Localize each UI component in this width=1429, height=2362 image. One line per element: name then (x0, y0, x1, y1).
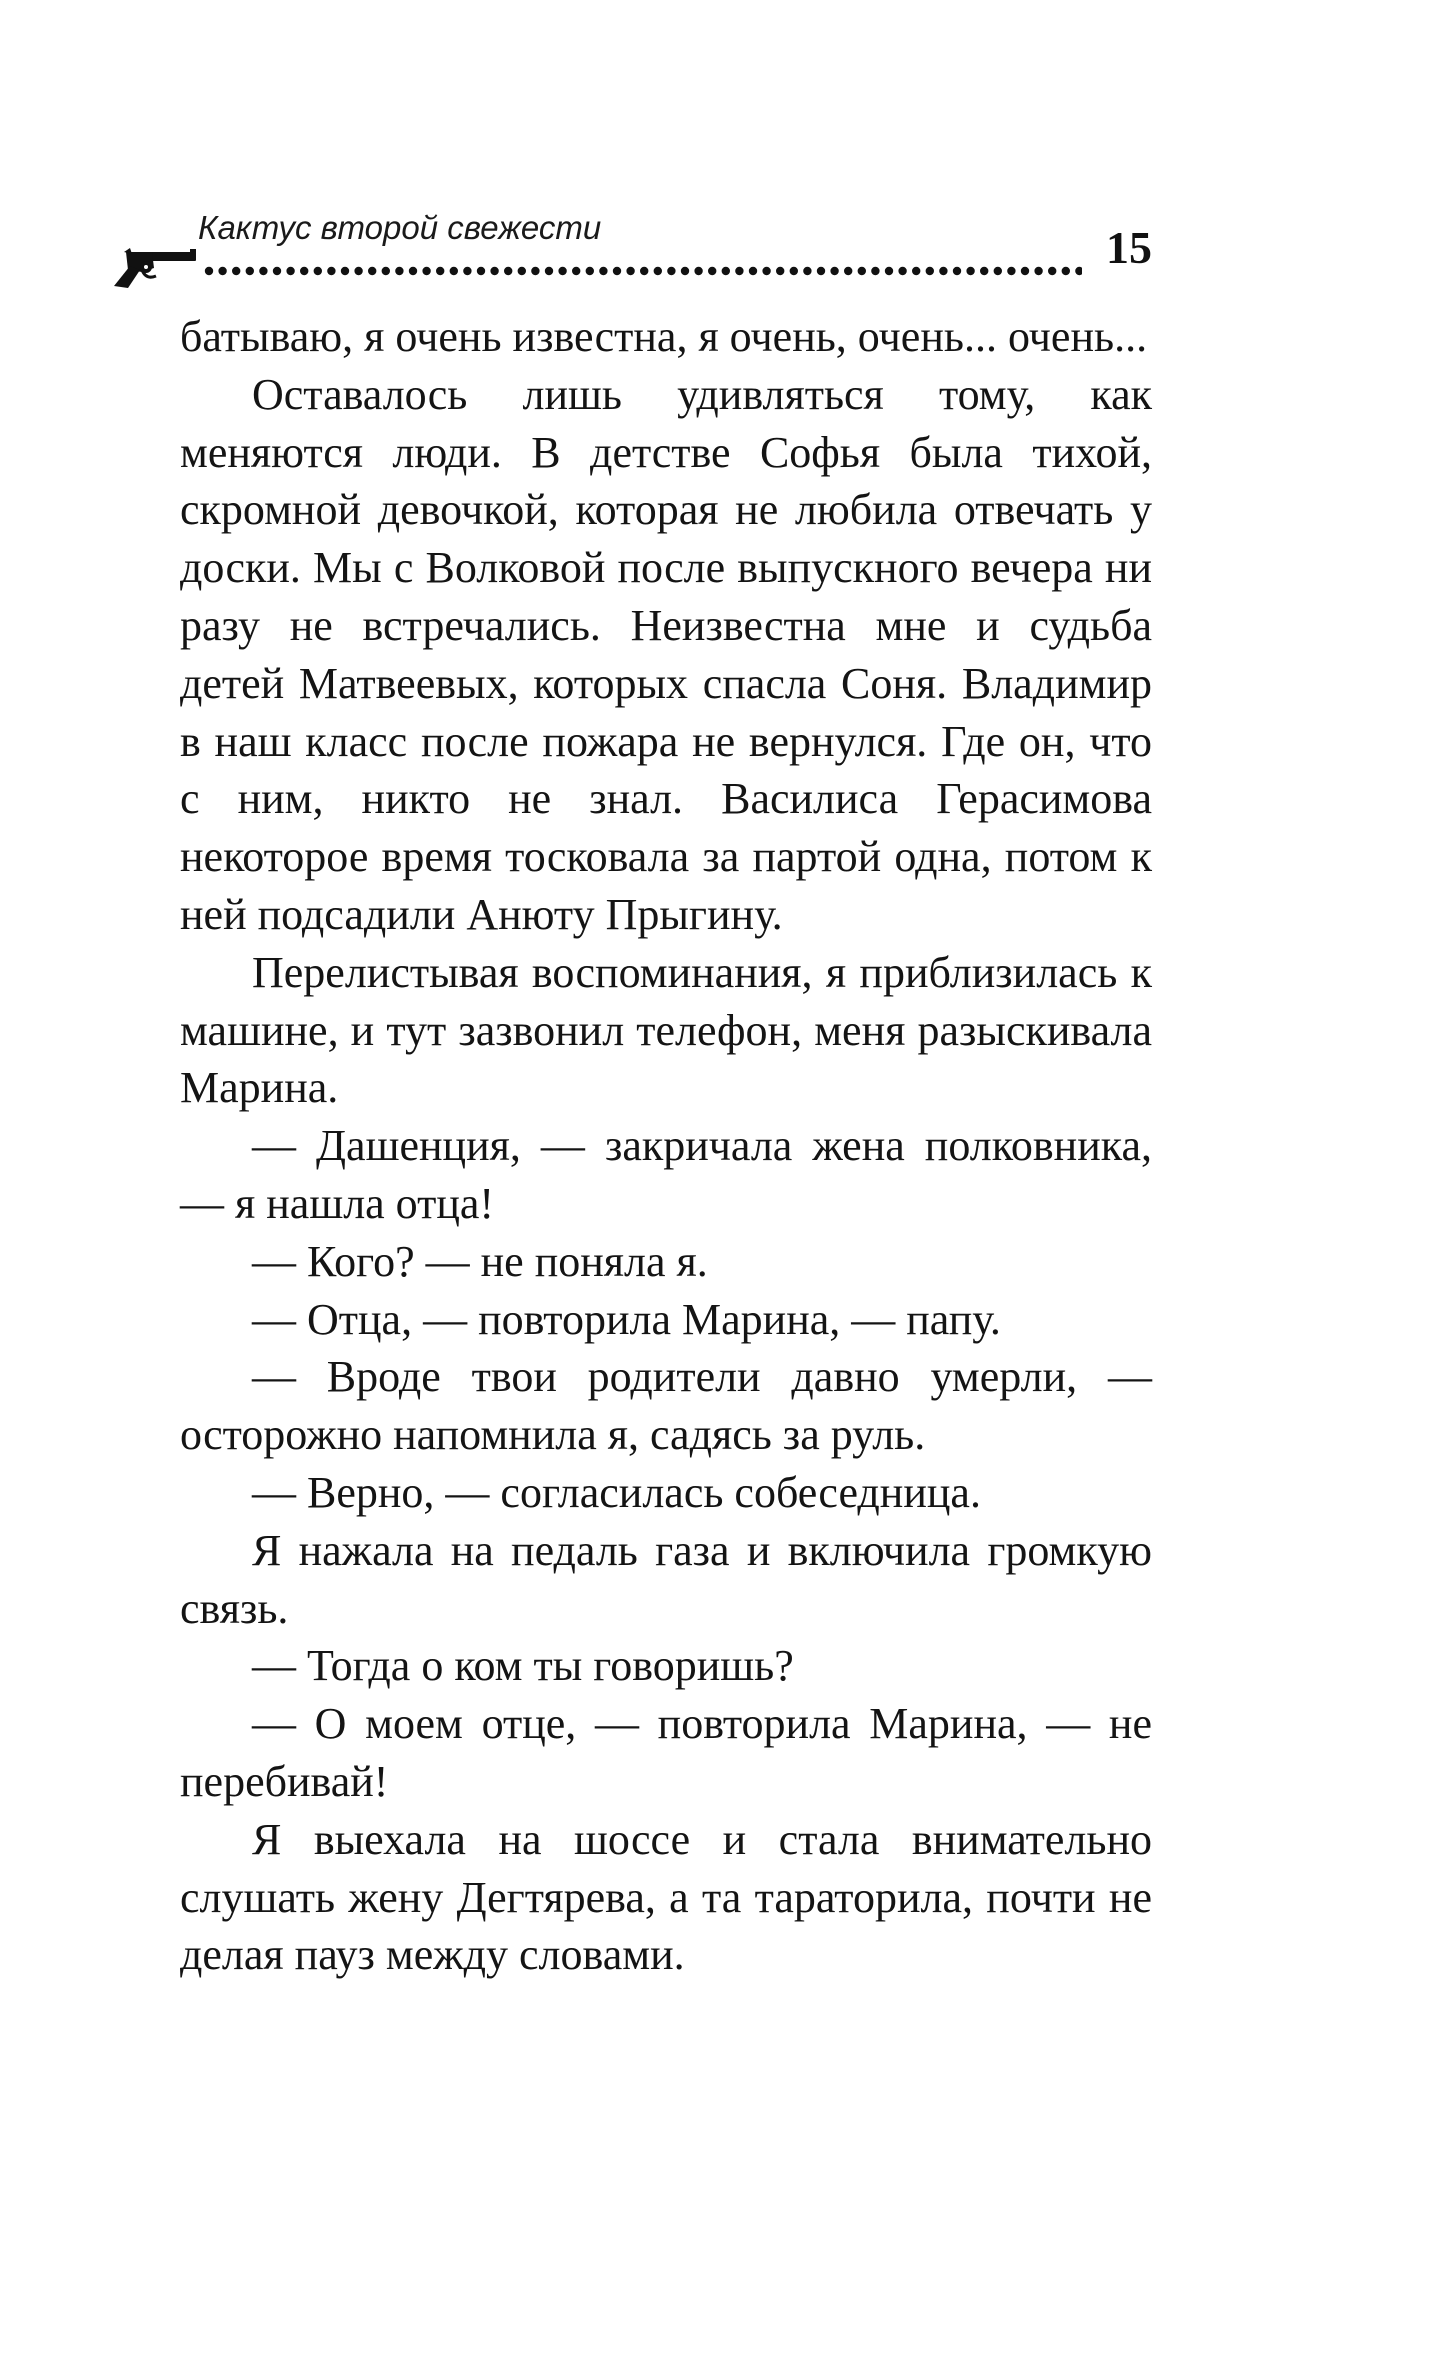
body-text (180, 308, 1152, 1984)
paragraph: — Вроде твои родители давно умерли, — осторожно напомнила я, садясь за руль. (180, 1352, 1152, 1460)
paragraph: — Отца, — повторила Марина, — папу. (252, 1294, 1001, 1344)
dot-leader (204, 264, 1082, 278)
running-header (112, 196, 1152, 296)
book-title: Кактус второй свежести (198, 209, 602, 246)
paragraph: — Дашенция, — закричала жена полковника, — я нашла отца! (180, 1121, 1152, 1228)
paragraph: — Кого? — не поняла я. (252, 1236, 708, 1286)
revolver-icon (112, 248, 198, 290)
paragraph: — Верно, — согласилась собеседница. (252, 1467, 981, 1517)
paragraph: — О моем отце, — повторила Марина, — не перебивай! (180, 1699, 1152, 1806)
paragraph: Я выехала на шоссе и стала внимательно слушать жену Дегтярева, а та тараторила, почти не делая пауз между словами. (180, 1814, 1152, 1980)
paragraph: Перелистывая воспоминания, я приблизилась к машине, и тут зазвонил телефон, меня разыскивала Марина. (180, 947, 1152, 1113)
paragraph: Я нажала на педаль газа и включила громкую связь. (180, 1525, 1152, 1633)
paragraph: — Тогда о ком ты говоришь? (252, 1641, 794, 1691)
paragraph: батываю, я очень известна, я очень, очень... очень... (180, 312, 1148, 361)
page-number: 15 (1106, 222, 1152, 273)
paragraph: Оставалось лишь удивляться тому, как меняются люди. В детстве Софья была тихой, скромной девочкой, которая не любила отвечать у доски. Мы с Волковой после выпускного вечера ни разу не встречались. Неизвестна мне и судьба детей Матвеевых, которых спасла Соня. Владимир в наш класс после пожара не вернулся. Где он, что с ним, никто не знал. Василиса Герасимова некоторое время тосковала за партой одна, потом к ней подсадили Анюту Прыгину. (180, 369, 1152, 939)
